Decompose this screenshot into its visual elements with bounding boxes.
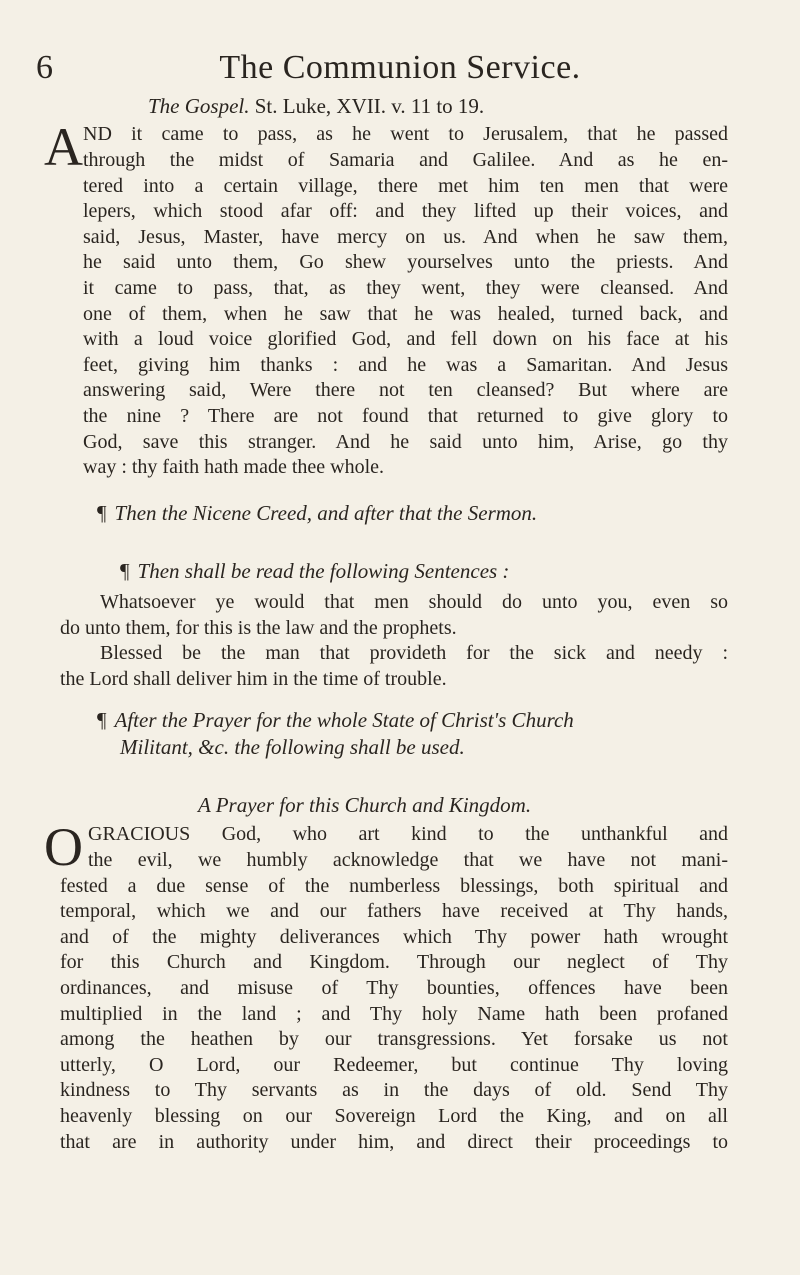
text-line: lepers, which stood afar off: and they lifted up their voices, and — [83, 200, 728, 223]
text-line: Whatsoever ye would that men should do unto you, even so — [100, 591, 728, 613]
text-line: that are in authority under him, and direct their proceedings to — [60, 1130, 728, 1153]
text-line: feet, giving him thanks : and he was a Samaritan. And Jesus — [83, 353, 728, 376]
rubric-creed-text: Then the Nicene Creed, and after that the Sermon. — [114, 501, 538, 525]
text-line: fested a due sense of the numberless blessings, both spiritual and — [60, 874, 728, 897]
gospel-heading — [148, 93, 484, 119]
text-line: do unto them, for this is the law and the prophets. — [60, 616, 457, 639]
text-line: utterly, O Lord, our Redeemer, but continue Thy loving — [60, 1053, 728, 1076]
prayer-dropcap: O — [44, 817, 83, 877]
text-line: heavenly blessing on our Sovereign Lord the King, and on all — [60, 1104, 728, 1127]
rubric-sentences-text: Then shall be read the following Sentences : — [137, 559, 510, 583]
text-line: through the midst of Samaria and Galilee. And as he en- — [83, 149, 728, 171]
text-line: multiplied in the land ; and Thy holy Name hath been profaned — [60, 1002, 728, 1025]
prayer-heading: A Prayer for this Church and Kingdom. — [198, 793, 532, 817]
text-line: tered into a certain village, there met him ten men that were — [83, 174, 728, 197]
text-line: one of them, when he saw that he was healed, turned back, and — [83, 302, 728, 325]
text-line: it came to pass, that, as they went, they were cleansed. And — [83, 276, 728, 299]
rubric-after-prayer-1 — [97, 707, 574, 733]
prayer-text — [60, 848, 728, 1155]
page-number: 6 — [36, 49, 53, 86]
text-line: among the heathen by our transgressions. Yet forsake us not — [60, 1028, 728, 1051]
gospel-reference: St. Luke, XVII. v. 11 to 19. — [254, 94, 485, 118]
rubric-creed — [97, 500, 537, 526]
text-line: GRACIOUS God, who art kind to the unthankful and — [88, 823, 728, 845]
text-line: he said unto them, Go shew yourselves unto the priests. And — [83, 251, 728, 274]
running-title: The Communion Service. — [219, 49, 581, 86]
gospel-text — [83, 148, 728, 481]
text-line: way : thy faith hath made thee whole. — [83, 456, 385, 479]
page-header — [28, 48, 772, 94]
pilcrow-mark: ¶ — [97, 501, 107, 525]
text-line: said, Jesus, Master, have mercy on us. And when he saw them, — [83, 225, 728, 248]
gospel-first-line — [83, 122, 728, 148]
offertory-sentences — [60, 590, 728, 692]
text-line: the Lord shall deliver him in the time of trouble. — [60, 667, 447, 690]
text-line: the nine ? There are not found that returned to give glory to — [83, 404, 728, 427]
text-line: and of the mighty deliverances which Thy power hath wrought — [60, 925, 728, 948]
text-line: with a loud voice glorified God, and fell down on his face at his — [83, 328, 728, 351]
gospel-heading-label: The Gospel. — [148, 94, 250, 118]
pilcrow-mark: ¶ — [97, 708, 107, 732]
prayer-first-line — [88, 822, 728, 848]
text-line: kindness to Thy servants as in the days of old. Send Thy — [60, 1079, 728, 1102]
text-line: temporal, which we and our fathers have received at Thy hands, — [60, 900, 728, 923]
text-line: ND it came to pass, as he went to Jerusalem, that he passed — [83, 123, 728, 145]
rubric-sentences — [120, 558, 509, 584]
text-line: ordinances, and misuse of Thy bounties, offences have been — [60, 976, 728, 999]
gospel-dropcap: A — [44, 117, 83, 177]
rubric-after-prayer-text-1: After the Prayer for the whole State of Christ's Church — [114, 708, 574, 732]
pilcrow-mark: ¶ — [120, 559, 130, 583]
text-line: answering said, Were there not ten cleansed? But where are — [83, 379, 728, 402]
text-line: the evil, we humbly acknowledge that we have not mani- — [88, 849, 728, 871]
rubric-after-prayer-2: Militant, &c. the following shall be used. — [120, 735, 465, 759]
text-line: God, save this stranger. And he said unto him, Arise, go thy — [83, 430, 728, 453]
text-line: for this Church and Kingdom. Through our neglect of Thy — [60, 951, 728, 974]
text-line: Blessed be the man that provideth for the sick and needy : — [100, 642, 728, 665]
